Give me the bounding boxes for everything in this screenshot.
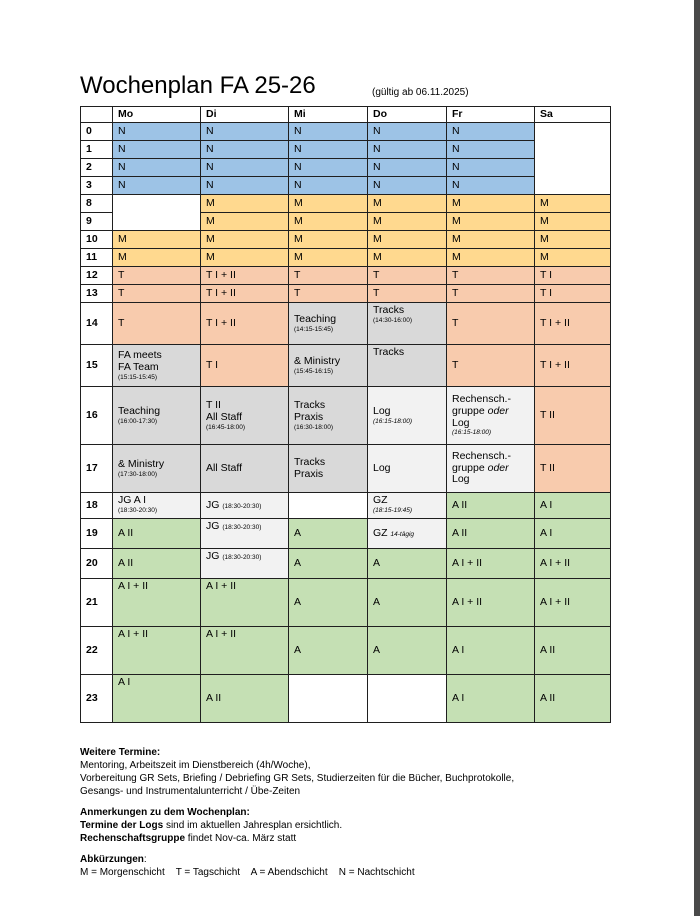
shift-cell: M — [535, 231, 611, 249]
log-label: Log — [452, 473, 470, 486]
rechenschaft-note: findet Nov-ca. März statt — [185, 833, 297, 844]
table-row — [81, 123, 611, 141]
jg-label: JG — [206, 520, 220, 532]
logs-note: sind im aktuellen Jahresplan ersichtlich. — [163, 820, 343, 831]
oder-label: oder — [487, 461, 509, 474]
tracks-label: Tracks — [373, 304, 405, 316]
ministry-label: & Ministry — [294, 354, 341, 367]
teaching-label: Teaching — [118, 404, 161, 417]
shift-cell: T II — [535, 445, 611, 493]
shift-cell: N — [368, 177, 447, 195]
shift-cell: M — [535, 249, 611, 267]
rechenschaft-term: Rechenschaftsgruppe — [80, 833, 186, 844]
shift-cell: T I + II — [535, 345, 611, 387]
page-title: Wochenplan FA 25-26 — [80, 72, 316, 99]
shift-cell: N — [201, 123, 289, 141]
hour-label: 10 — [81, 231, 113, 249]
table-row — [81, 303, 611, 345]
shift-cell: N — [289, 123, 368, 141]
gz-cell — [368, 493, 447, 519]
table-row — [81, 159, 611, 177]
hour-label: 14 — [81, 303, 113, 345]
shift-cell: T — [447, 345, 535, 387]
empty-cell — [289, 675, 368, 723]
table-row — [81, 267, 611, 285]
weitere-line: Mentoring, Arbeitszeit im Dienstbereich (4h/Woche), — [80, 760, 311, 771]
shift-cell: T — [113, 303, 201, 345]
abkuerzungen-line: M = Morgenschicht T = Tagschicht A = Abendschicht N = Nachtschicht — [80, 867, 415, 878]
tracks-praxis-cell — [289, 445, 368, 493]
shift-cell: N — [289, 177, 368, 195]
shift-cell: M — [535, 195, 611, 213]
rechensch-cell — [447, 445, 535, 493]
anmerkungen-heading: Anmerkungen zu dem Wochenplan: — [80, 807, 250, 818]
shift-cell: N — [368, 159, 447, 177]
fa-meets-time: (15:15-15:45) — [118, 373, 158, 381]
empty-cell — [368, 675, 447, 723]
shift-cell: N — [113, 141, 201, 159]
shift-cell: M — [113, 249, 201, 267]
table-row — [81, 231, 611, 249]
jg-time: (18:30-20:30) — [222, 524, 262, 531]
shift-cell: M — [113, 231, 201, 249]
shift-cell: N — [113, 123, 201, 141]
teaching-cell — [113, 387, 201, 445]
gz-label: GZ — [373, 494, 388, 506]
shift-cell: A II — [535, 675, 611, 723]
shift-cell: M — [368, 195, 447, 213]
shift-cell: M — [289, 195, 368, 213]
praxis-label: Praxis — [294, 410, 324, 423]
jg-cell — [201, 519, 289, 549]
shift-cell: A I + II — [535, 549, 611, 579]
shift-cell: T I — [535, 267, 611, 285]
valid-from: (gültig ab 06.11.2025) — [372, 87, 469, 98]
shift-cell: T I — [201, 345, 289, 387]
shift-cell: N — [447, 141, 535, 159]
praxis-label: Praxis — [294, 467, 324, 480]
shift-cell: A II — [447, 493, 535, 519]
rechensch-label: Rechensch.- — [452, 449, 511, 462]
rechensch-time: (16:15-18:00) — [452, 429, 492, 437]
hour-label: 11 — [81, 249, 113, 267]
day-header: Mo — [113, 107, 201, 123]
shift-cell: T II — [535, 387, 611, 445]
table-row — [81, 249, 611, 267]
jg-label: JG — [206, 498, 220, 511]
shift-cell: T — [447, 285, 535, 303]
shift-cell: N — [201, 159, 289, 177]
anmerkungen-line — [80, 832, 680, 845]
log-label: Log — [452, 416, 470, 429]
day-header: Sa — [535, 107, 611, 123]
day-header: Mi — [289, 107, 368, 123]
shift-cell: A I + II — [113, 579, 201, 627]
shift-cell: A II — [201, 675, 289, 723]
fa-team-label: FA Team — [118, 360, 159, 373]
gruppe-label: gruppe — [452, 404, 485, 417]
hour-label: 16 — [81, 387, 113, 445]
shift-cell: A I + II — [201, 627, 289, 675]
tracks-praxis-time: (16:30-18:00) — [294, 423, 334, 431]
table-row — [81, 387, 611, 445]
jg-time: (18:30-20:30) — [118, 506, 158, 514]
gruppe-label: gruppe — [452, 461, 485, 474]
table-row — [81, 285, 611, 303]
table-row — [81, 627, 611, 675]
tracks-cell: Tracks — [368, 345, 447, 387]
tracks-label: Tracks — [294, 399, 326, 412]
shift-cell: M — [201, 249, 289, 267]
anmerkungen-line — [80, 819, 680, 832]
hour-label: 13 — [81, 285, 113, 303]
ministry-cell — [113, 445, 201, 493]
log-cell — [368, 387, 447, 445]
log-time: (16:15-18:00) — [373, 417, 413, 425]
empty-cell — [113, 195, 201, 231]
hour-label: 15 — [81, 345, 113, 387]
all-staff-time: (16:45-18:00) — [206, 423, 246, 431]
shift-cell: T — [289, 267, 368, 285]
empty-cell — [535, 123, 611, 195]
t-ii-label: T II — [206, 399, 221, 412]
empty-cell — [289, 493, 368, 519]
shift-cell: A — [368, 549, 447, 579]
table-row — [81, 579, 611, 627]
ministry-time: (17:30-18:00) — [118, 470, 158, 478]
hour-label: 19 — [81, 519, 113, 549]
weitere-line: Vorbereitung GR Sets, Briefing / Debriefing GR Sets, Studierzeiten für die Bücher, Buchprotokolle, — [80, 773, 515, 784]
shift-cell: M — [201, 213, 289, 231]
shift-cell: N — [201, 177, 289, 195]
shift-cell: A I + II — [535, 579, 611, 627]
gz-frequency: 14-tägig — [390, 530, 415, 538]
shift-cell: A I — [113, 675, 201, 723]
jg-time: (18:30-20:30) — [222, 554, 262, 561]
day-header: Fr — [447, 107, 535, 123]
hour-label: 8 — [81, 195, 113, 213]
shift-cell: A I — [447, 627, 535, 675]
hour-label: 0 — [81, 123, 113, 141]
jg-label: JG — [206, 550, 220, 562]
shift-cell: N — [201, 141, 289, 159]
hour-label: 20 — [81, 549, 113, 579]
rechensch-line-2 — [452, 406, 534, 418]
hour-label: 21 — [81, 579, 113, 627]
schedule-table — [80, 106, 611, 723]
shift-cell: T — [447, 303, 535, 345]
shift-cell: T I + II — [201, 303, 289, 345]
notes-section — [80, 746, 680, 879]
shift-cell: T — [113, 285, 201, 303]
shift-cell: A I + II — [201, 579, 289, 627]
table-row — [81, 345, 611, 387]
log-label: Log — [373, 404, 391, 417]
shift-cell: A — [289, 549, 368, 579]
shift-cell: A — [289, 519, 368, 549]
shift-cell: A I + II — [447, 549, 535, 579]
table-row — [81, 445, 611, 493]
shift-cell: M — [289, 249, 368, 267]
hour-label: 1 — [81, 141, 113, 159]
teaching-cell — [289, 303, 368, 345]
shift-cell: M — [368, 249, 447, 267]
hour-label: 23 — [81, 675, 113, 723]
shift-cell: M — [447, 195, 535, 213]
shift-cell: T — [289, 285, 368, 303]
jg-cell — [201, 493, 289, 519]
abkuerzungen-heading: Abkürzungen: — [80, 854, 147, 865]
jg-cell — [201, 549, 289, 579]
shift-cell: A II — [535, 627, 611, 675]
page-edge-shadow — [694, 0, 700, 916]
tracks-time: (14:30-16:00) — [373, 316, 413, 324]
teaching-time: (16:00-17:30) — [118, 417, 158, 425]
tracks-praxis-cell — [289, 387, 368, 445]
shift-cell: N — [368, 141, 447, 159]
shift-cell: T I + II — [535, 303, 611, 345]
logs-term: Termine der Logs — [80, 820, 164, 831]
shift-cell: A II — [113, 549, 201, 579]
table-row — [81, 177, 611, 195]
shift-cell: A I + II — [113, 627, 201, 675]
shift-cell: M — [289, 231, 368, 249]
jg-label: JG A I — [118, 494, 147, 506]
all-staff-cell — [201, 387, 289, 445]
shift-cell: A — [368, 627, 447, 675]
shift-cell: T — [113, 267, 201, 285]
shift-cell: T I — [535, 285, 611, 303]
shift-cell: N — [447, 159, 535, 177]
shift-cell: T — [447, 267, 535, 285]
hour-label: 3 — [81, 177, 113, 195]
ministry-time: (15:45-16:15) — [294, 367, 334, 375]
fa-meets-label: FA meets — [118, 349, 162, 362]
table-row — [81, 549, 611, 579]
tracks-cell — [368, 303, 447, 345]
rechensch-label: Rechensch.- — [452, 393, 511, 406]
shift-cell: A II — [447, 519, 535, 549]
shift-cell: M — [289, 213, 368, 231]
hour-label: 12 — [81, 267, 113, 285]
fa-meets-cell — [113, 345, 201, 387]
shift-cell: A I — [535, 519, 611, 549]
shift-cell: N — [113, 159, 201, 177]
shift-cell: T — [368, 267, 447, 285]
rechensch-cell — [447, 387, 535, 445]
table-row — [81, 195, 611, 213]
shift-cell: M — [535, 213, 611, 231]
shift-cell: A — [289, 627, 368, 675]
shift-cell: A I + II — [447, 579, 535, 627]
ministry-cell — [289, 345, 368, 387]
shift-cell: M — [447, 231, 535, 249]
shift-cell: T I + II — [201, 267, 289, 285]
hour-label: 22 — [81, 627, 113, 675]
day-header: Do — [368, 107, 447, 123]
shift-cell: M — [201, 195, 289, 213]
shift-cell: M — [368, 231, 447, 249]
shift-cell: A — [368, 579, 447, 627]
shift-cell: A II — [113, 519, 201, 549]
shift-cell: M — [447, 213, 535, 231]
shift-cell: N — [289, 141, 368, 159]
shift-cell: N — [113, 177, 201, 195]
shift-cell: M — [201, 231, 289, 249]
hour-label: 9 — [81, 213, 113, 231]
shift-cell: N — [447, 123, 535, 141]
day-header: Di — [201, 107, 289, 123]
shift-cell: T I + II — [201, 285, 289, 303]
shift-cell: A I — [447, 675, 535, 723]
shift-cell: N — [447, 177, 535, 195]
hour-label: 18 — [81, 493, 113, 519]
tracks-label: Tracks — [294, 455, 326, 468]
table-row — [81, 493, 611, 519]
gz-label: GZ — [373, 526, 388, 539]
teaching-time: (14:15-15:45) — [294, 325, 334, 333]
teaching-label: Teaching — [294, 312, 337, 325]
hour-label: 2 — [81, 159, 113, 177]
all-staff-cell: All Staff — [201, 445, 289, 493]
ministry-label: & Ministry — [118, 457, 165, 470]
shift-cell: A — [289, 579, 368, 627]
log-cell: Log — [368, 445, 447, 493]
gz-cell — [368, 519, 447, 549]
gz-time: (18:15-19:45) — [373, 506, 413, 514]
shift-cell: A I — [535, 493, 611, 519]
shift-cell: M — [447, 249, 535, 267]
corner-cell — [81, 107, 113, 123]
table-row — [81, 141, 611, 159]
shift-cell: T — [368, 285, 447, 303]
shift-cell: N — [368, 123, 447, 141]
jg-cell — [113, 493, 201, 519]
table-row — [81, 519, 611, 549]
shift-cell: M — [368, 213, 447, 231]
jg-time: (18:30-20:30) — [222, 502, 262, 510]
weitere-heading: Weitere Termine: — [80, 747, 161, 758]
oder-label: oder — [487, 404, 509, 417]
header-row — [81, 107, 611, 123]
all-staff-label: All Staff — [206, 410, 242, 423]
shift-cell: N — [289, 159, 368, 177]
weitere-line: Gesangs- und Instrumentalunterricht / Übe-Zeiten — [80, 786, 301, 797]
hour-label: 17 — [81, 445, 113, 493]
table-row — [81, 675, 611, 723]
